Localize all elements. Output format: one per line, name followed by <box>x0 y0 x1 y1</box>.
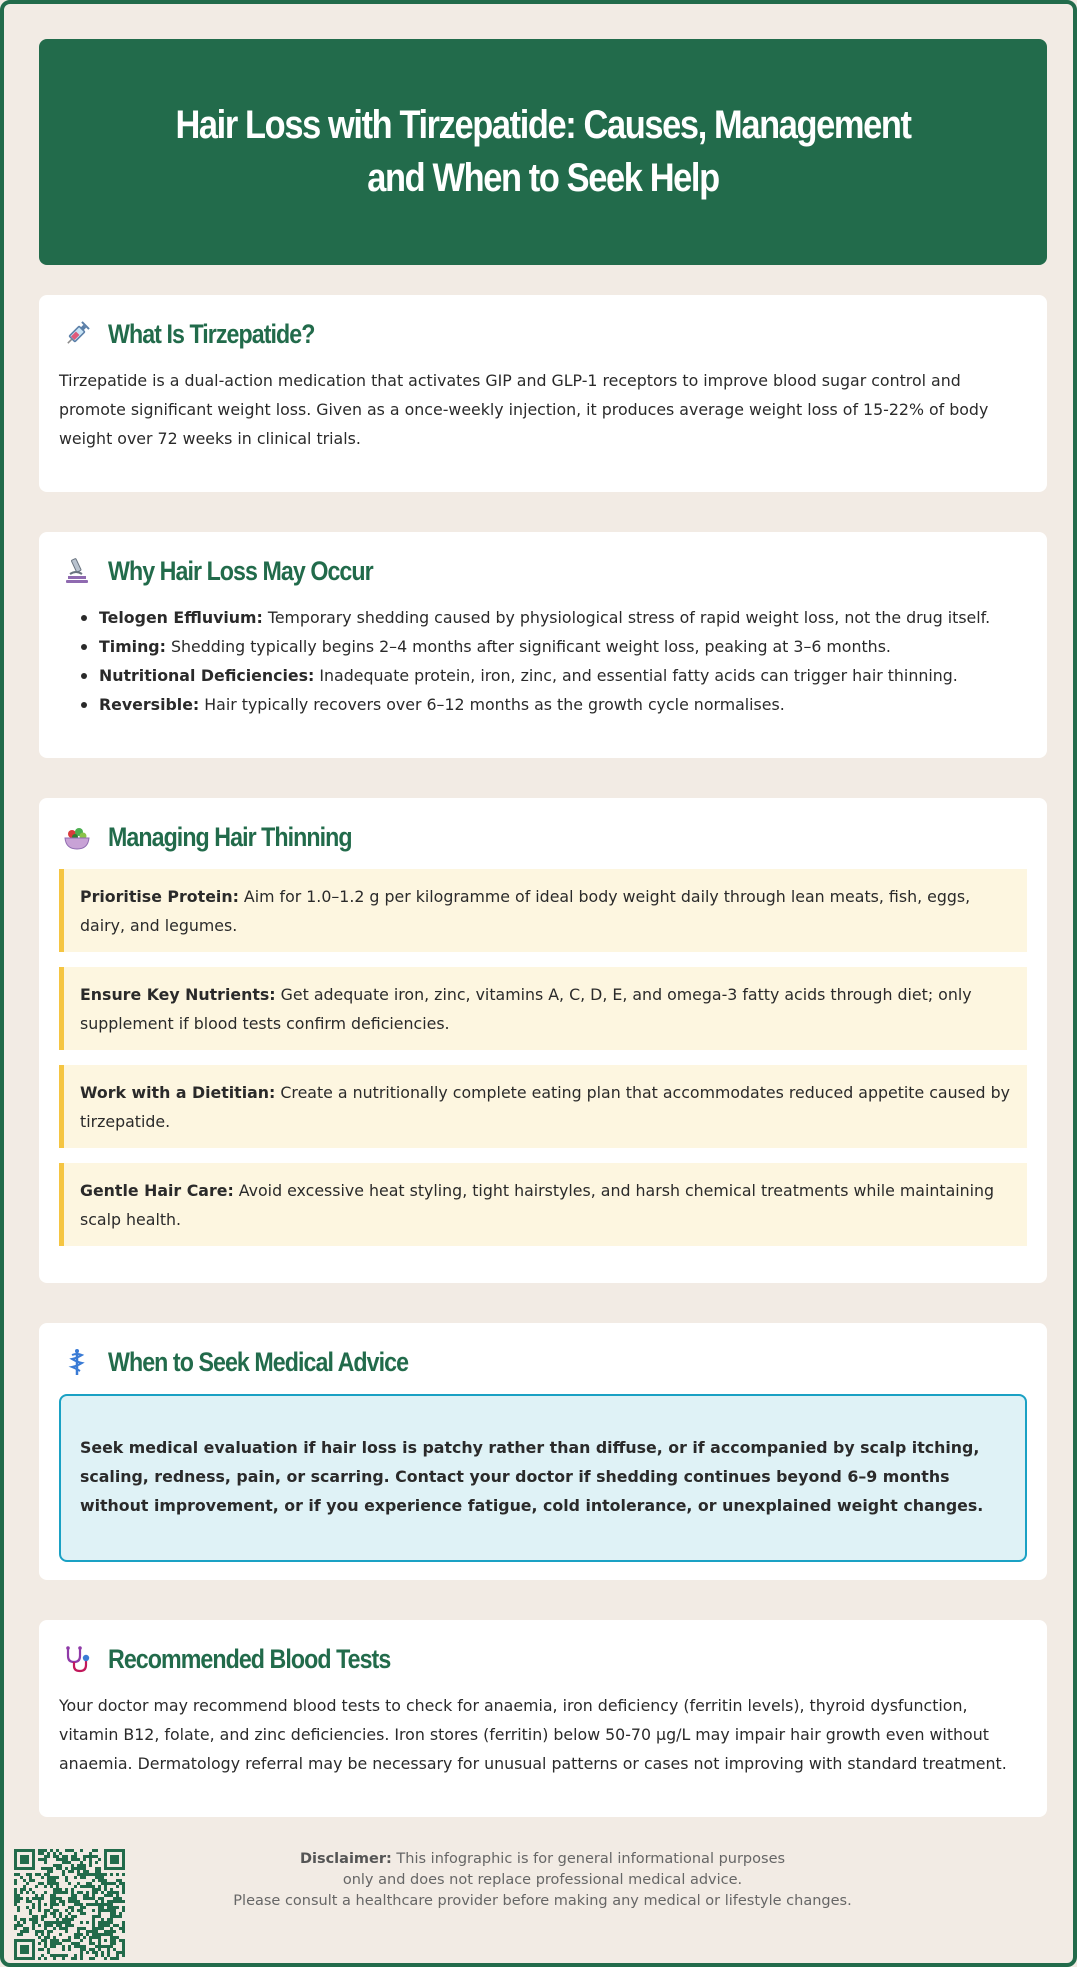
page-title: Hair Loss with Tirzepatide: Causes, Management and When to Seek Help <box>175 103 911 200</box>
microscope-icon <box>62 556 92 586</box>
list-item: Nutritional Deficiencies: Inadequate protein, iron, zinc, and essential fatty acids can trigger hair thinning. <box>79 661 1027 690</box>
list-item: Telogen Effluvium: Temporary shedding caused by physiological stress of rapid weight loss, not the drug itself. <box>79 603 1027 632</box>
card-text: Tirzepatide is a dual-action medication that activates GIP and GLP-1 receptors to improve blood sugar control and promote significant weight loss. Given as a once-weekly injection, it produces average weight loss of 15-22% of body weight over 72 weeks in clinical trials. <box>59 371 989 448</box>
card-header <box>59 317 1027 351</box>
card-title: Recommended Blood Tests <box>108 1643 391 1674</box>
card-what-is-tirzepatide <box>39 295 1047 492</box>
card-header <box>59 1345 1027 1379</box>
cause-list <box>59 603 1027 719</box>
card-seek-medical-advice <box>39 1323 1047 1580</box>
card-title: Why Hair Loss May Occur <box>108 555 373 586</box>
card-title: When to Seek Medical Advice <box>108 1346 409 1377</box>
list-item: Timing: Shedding typically begins 2–4 months after significant weight loss, peaking at 3–6 months. <box>79 632 1027 661</box>
card-title: Managing Hair Thinning <box>108 821 352 852</box>
disclaimer-line: only and does not replace professional medical advice. <box>342 1872 743 1888</box>
disclaimer <box>4 1849 1077 1912</box>
disclaimer-line: Please consult a healthcare provider before making any medical or lifestyle changes. <box>233 1893 852 1909</box>
disclaimer-label: Disclaimer: <box>299 1851 392 1867</box>
tip-card: Prioritise Protein: Aim for 1.0–1.2 g per kilogramme of ideal body weight daily through lean meats, fish, eggs, dairy, and legumes. <box>59 869 1027 952</box>
tip-card: Ensure Key Nutrients: Get adequate iron, zinc, vitamins A, C, D, E, and omega-3 fatty acids through diet; only supplement if blood tests confirm deficiencies. <box>59 967 1027 1050</box>
card-managing-hair-thinning <box>39 798 1047 1283</box>
card-recommended-blood-tests <box>39 1620 1047 1817</box>
card-title: What Is Tirzepatide? <box>108 318 315 349</box>
medical-caduceus-icon <box>62 1347 92 1377</box>
stethoscope-icon <box>62 1644 92 1674</box>
card-why-hair-loss <box>39 532 1047 758</box>
syringe-icon <box>62 319 92 349</box>
warning-box: Seek medical evaluation if hair loss is patchy rather than diffuse, or if accompanied by scalp itching, scaling, redness, pain, or scarring. Contact your doctor if shedding continues beyond 6–9 months without improvement, or if you experience fatigue, cold intolerance, or unexplained weight changes. <box>59 1394 1027 1562</box>
card-header <box>59 820 1027 854</box>
title-banner <box>39 39 1047 265</box>
card-header <box>59 554 1027 588</box>
tip-card: Gentle Hair Care: Avoid excessive heat styling, tight hairstyles, and harsh chemical treatments while maintaining scalp health. <box>59 1163 1027 1246</box>
card-text: Your doctor may recommend blood tests to check for anaemia, iron deficiency (ferritin levels), thyroid dysfunction, vitamin B12, folate, and zinc deficiencies. Iron stores (ferritin) below 50-70 μg/L may impair hair growth even without anaemia. Dermatology referral may be necessary for unusual patterns or cases not improving with standard treatment. <box>59 1696 1007 1773</box>
salad-icon <box>62 822 92 852</box>
card-header <box>59 1642 1027 1676</box>
tip-card: Work with a Dietitian: Create a nutritionally complete eating plan that accommodates reduced appetite caused by tirzepatide. <box>59 1065 1027 1148</box>
list-item: Reversible: Hair typically recovers over 6–12 months as the growth cycle normalises. <box>79 690 1027 719</box>
disclaimer-line: This infographic is for general informational purposes <box>391 1851 786 1867</box>
